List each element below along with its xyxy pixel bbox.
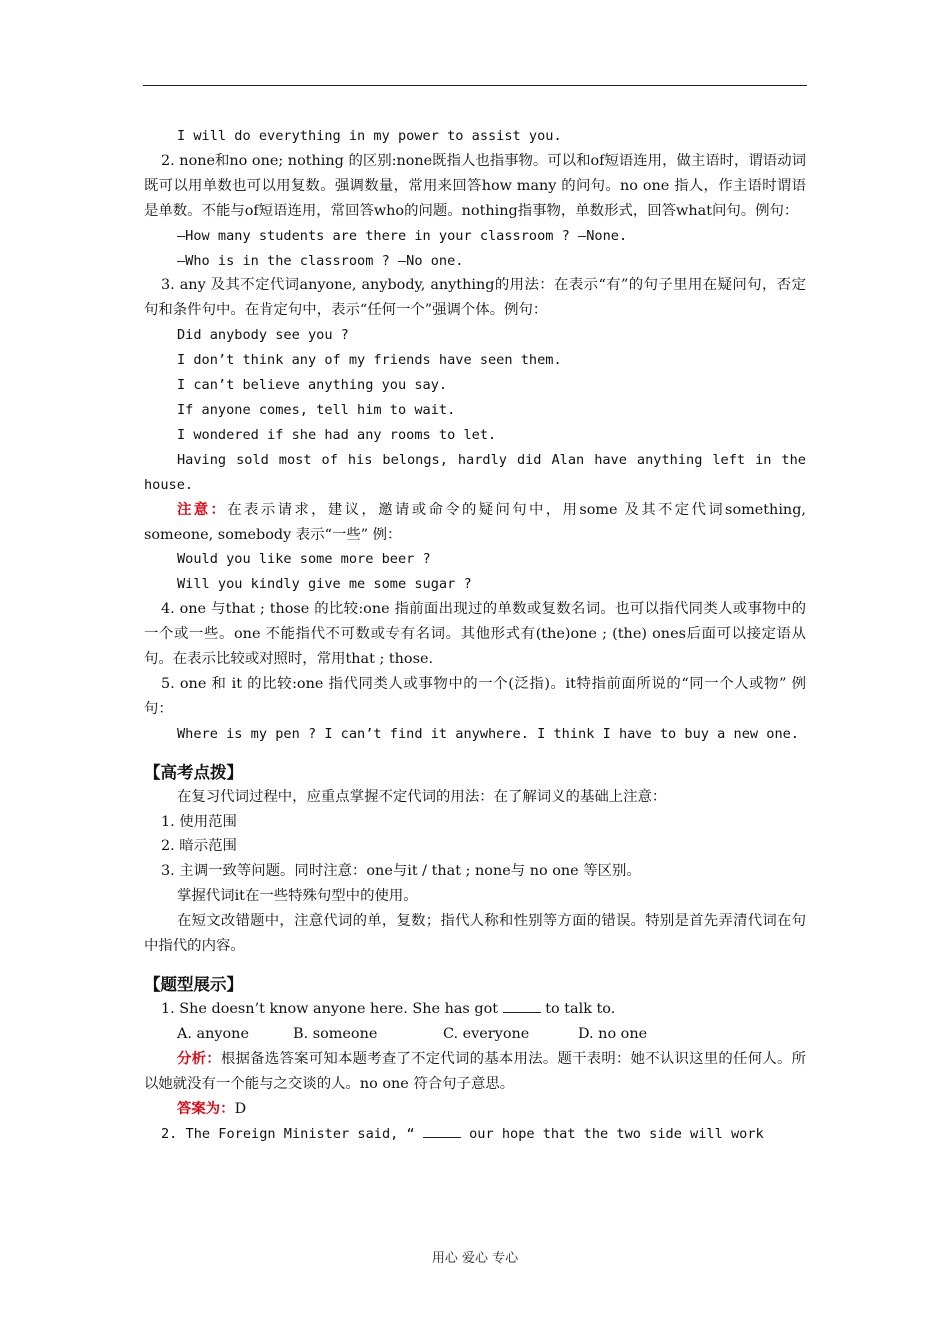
section-heading-tips: 【高考点拨】 (144, 762, 243, 782)
note-text: 在表示请求，建议，邀请或命令的疑问句中，用some 及其不定代词something, someone, somebody 表示“一些” 例： (144, 501, 806, 543)
question-1: 1. She doesn’t know anyone here. She has got to talk to. (161, 1001, 616, 1017)
question-2: 2. The Foreign Minister said, “ our hope that the two side will work (161, 1125, 764, 1142)
example-line: —How many students are there in your classroom ? —None. (177, 227, 628, 244)
document-body (144, 124, 806, 1146)
example-line: I don’t think any of my friends have seen them. (177, 352, 562, 369)
tips-intro: 在复习代词过程中，应重点掌握不定代词的用法：在了解词义的基础上注意： (177, 788, 667, 805)
tips-extra: 在短文改错题中，注意代词的单，复数；指代人称和性别等方面的错误。特别是首先弄清代词在句中指代的内容。 (144, 913, 806, 955)
section-heading-examples: 【题型展示】 (144, 975, 243, 994)
header-rule (143, 85, 807, 86)
note-paragraph (144, 498, 806, 548)
answer-line (144, 1097, 806, 1122)
example-line: —Who is in the classroom ? —No one. (177, 252, 464, 269)
answer-value: D (234, 1100, 247, 1117)
point-5: 5. one 和 it 的比较:one 指代同类人或事物中的一个(泛指)。it特指前面所说的“同一个人或物” 例句： (144, 675, 806, 717)
question-1-options (144, 1022, 806, 1047)
note-label: 注意： (177, 500, 228, 518)
point-4: 4. one 与that ; those 的比较:one 指前面出现过的单数或复数名词。也可以指代同类人或事物中的一个或一些。one 不能指代不可数或专有名词。其他形式有(the)one ; (the) ones后面可以接定语从句。在表示比较或对照时，常用that ; those. (144, 601, 806, 668)
example-line: I can’t believe anything you say. (177, 377, 448, 394)
option-d: D. no one (578, 1025, 648, 1042)
analysis-label: 分析： (177, 1049, 221, 1067)
page-footer: 用心 爱心 专心 (431, 1251, 519, 1266)
example-line: Did anybody see you ? (177, 327, 349, 344)
example-line: I will do everything in my power to assist you. (177, 128, 562, 144)
example-line: Where is my pen ? I can’t find it anywhere. I think I have to buy a new one. (177, 725, 799, 742)
example-line: If anyone comes, tell him to wait. (177, 401, 456, 418)
example-line: Having sold most of his belongs, hardly did Alan have anything left in the house. (144, 451, 806, 493)
answer-blank (503, 1000, 541, 1013)
point-3: 3. any 及其不定代词anyone, anybody, anything的用法：在表示“有”的句子里用在疑问句，否定句和条件句中。在肯定句中，表示“任何一个”强调个体。例句： (144, 277, 806, 319)
option-a: A. anyone (177, 1025, 249, 1042)
answer-blank (423, 1125, 461, 1138)
tips-item: 1. 使用范围 (161, 813, 237, 830)
answer-label: 答案为： (177, 1099, 235, 1117)
option-b: B. someone (293, 1025, 378, 1042)
tips-extra: 掌握代词it在一些特殊句型中的使用。 (177, 888, 418, 905)
example-line: Would you like some more beer ? (177, 551, 431, 568)
example-line: I wondered if she had any rooms to let. (177, 426, 497, 443)
analysis-paragraph: 分析：根据备选答案可知本题考查了不定代词的基本用法。题干表明：她不认识这里的任何人。所以她就没有一个能与之交谈的人。no one 符合句子意思。 (144, 1049, 806, 1092)
option-c: C. everyone (443, 1025, 530, 1042)
point-2: 2. none和no one; nothing 的区别:none既指人也指事物。可以和of短语连用，做主语时，谓语动词既可以用单数也可以用复数。强调数量，常用来回答how many 的问句。no one 指人，作主语时谓语是单数。不能与of短语连用，常回答who的问题。nothing指事物，单数形式，回答what问句。例句： (144, 152, 806, 219)
example-line: Will you kindly give me some sugar ? (177, 576, 472, 593)
tips-item: 2. 暗示范围 (161, 838, 237, 855)
tips-item: 3. 主调一致等问题。同时注意：one与it / that ; none与 no one 等区别。 (161, 863, 641, 880)
